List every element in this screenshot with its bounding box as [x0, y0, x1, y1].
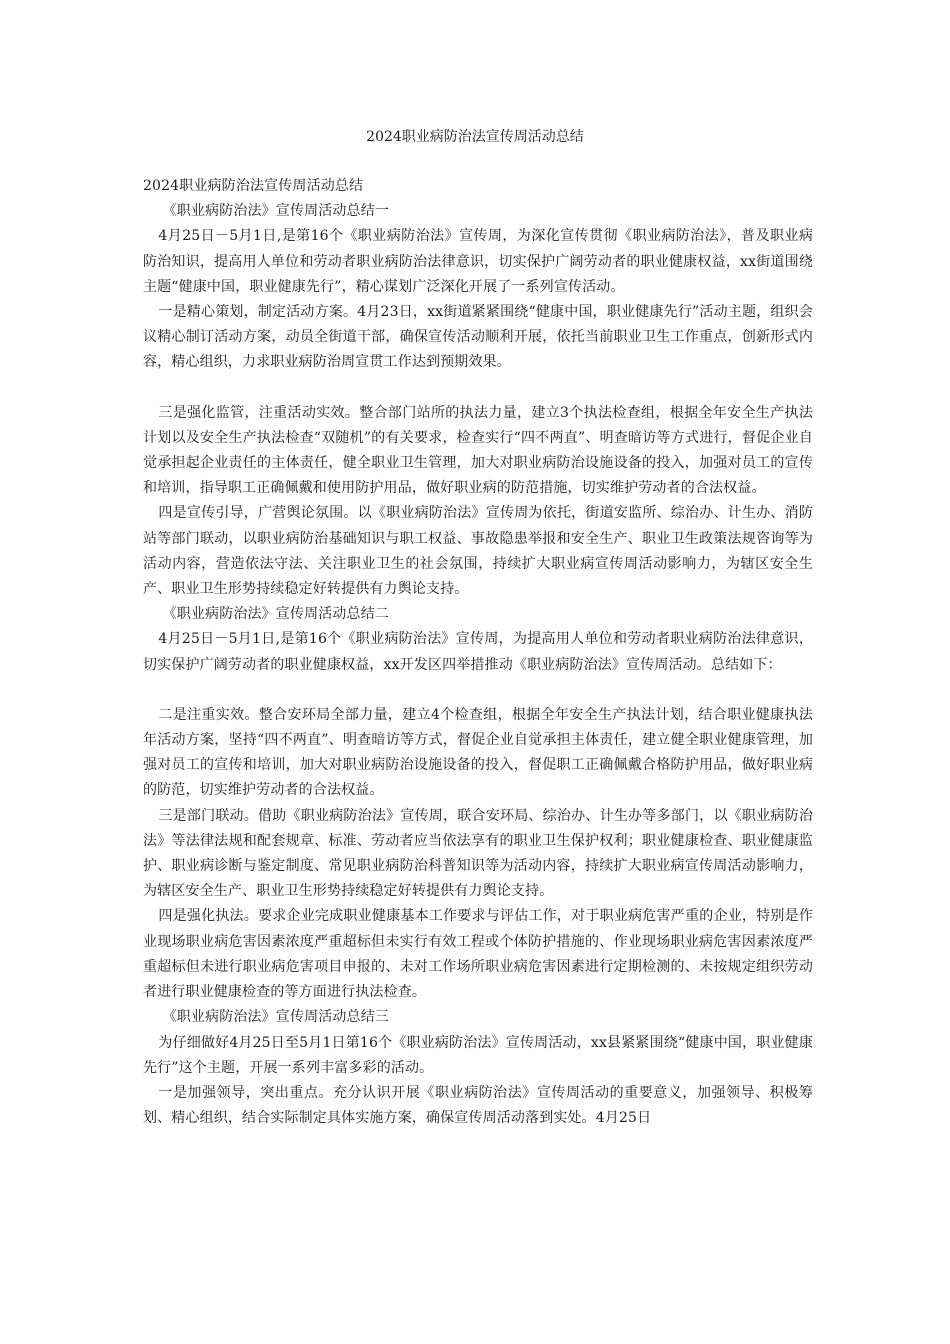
section1-paragraph-3: 三是强化监管，注重活动实效。整合部门站所的执法力量，建立3个执法检查组，根据全年安全生产执法计划以及安全生产执法检查“双随机”的有关要求，检查实行“四不两直”、明查暗访等方式进行，督促企业自觉承担起企业责任的主体责任，健全职业卫生管理，加大对职业病防治设施设备的投入，加强对员工的宣传和培训，指导职工正确佩戴和使用防护用品，做好职业病的防范措施，切实维护劳动者的合法权益。: [143, 404, 813, 497]
section2-paragraph-3: 三是部门联动。借助《职业病防治法》宣传周，联合安环局、综治办、计生办等多部门，以《职业病防治法》等法律法规和配套规章、标准、劳动者应当依法享有的职业卫生保护权利；职业健康检查、职业健康监护、职业病诊断与鉴定制度、常见职业病防治科普知识等为活动内容，持续扩大职业病宣传周活动影响力，为辖区安全生产、职业卫生形势持续稳定好转提供有力舆论支持。: [143, 807, 813, 900]
section1-paragraph-1: 4月25日－5月1日,是第16个《职业病防治法》宣传周，为深化宣传贯彻《职业病防治法》，普及职业病防治知识，提高用人单位和劳动者职业病防治法律意识，切实保护广阔劳动者的职业健康权益，xx街道围绕主题“健康中国，职业健康先行”，精心谋划广泛深化开展了一系列宣传活动。: [143, 228, 813, 295]
document-body: [143, 174, 813, 1131]
section1-paragraph-2: 一是精心策划，制定活动方案。4月23日，xx街道紧紧围绕“健康中国，职业健康先行”活动主题，组织会议精心制订活动方案，动员全街道干部，确保宣传活动顺利开展，依托当前职业卫生工作重点，创新形式内容，精心组织，力求职业病防治周宣贯工作达到预期效果。: [143, 304, 813, 371]
section2-paragraph-4: 四是强化执法。要求企业完成职业健康基本工作要求与评估工作，对于职业病危害严重的企业，特别是作业现场职业病危害因素浓度严重超标但未实行有效工程或个体防护措施的、作业现场职业病危害因素浓度严重超标但未进行职业病危害项目申报的、未对工作场所职业病危害因素进行定期检测的、未按规定组织劳动者进行职业健康检查的等方面进行执法检查。: [143, 908, 813, 1001]
section2-paragraph-1: 4月25日－5月1日,是第16个《职业病防治法》宣传周，为提高用人单位和劳动者职业病防治法律意识，切实保护广阔劳动者的职业健康权益，xx开发区四举措推动《职业病防治法》宣传周活动。总结如下：: [143, 631, 813, 673]
page-title: 2024职业病防治法宣传周活动总结: [366, 129, 584, 145]
document-subtitle: 2024职业病防治法宣传周活动总结: [143, 178, 364, 194]
section1-heading: 《职业病防治法》宣传周活动总结一: [162, 203, 389, 220]
section3-paragraph-2: 一是加强领导，突出重点。充分认识开展《职业病防治法》宣传周活动的重要意义，加强领导、积极筹划、精心组织，结合实际制定具体实施方案，确保宣传周活动落到实处。4月25日: [143, 1084, 813, 1127]
blank-line: [143, 376, 813, 401]
section2-heading: 《职业病防治法》宣传周活动总结二: [162, 606, 389, 623]
section1-paragraph-4: 四是宣传引导，广营舆论氛围。以《职业病防治法》宣传周为依托，街道安监所、综治办、计生办、消防站等部门联动，以职业病防治基础知识与职工权益、事故隐患举报和安全生产、职业卫生政策法规咨询等为活动内容，营造依法守法、关注职业卫生的社会氛围，持续扩大职业病宣传周活动影响力，为辖区安全生产、职业卫生形势持续稳定好转提供有力舆论支持。: [143, 505, 813, 598]
section2-paragraph-2: 二是注重实效。整合安环局全部力量，建立4个检查组，根据全年安全生产执法计划，结合职业健康执法年活动方案，坚持“四不两直”、明查暗访等方式，督促企业自觉承担主体责任，建立健全职业健康管理，加强对员工的宣传和培训，加大对职业病防治设施设备的投入，督促职工正确佩戴合格防护用品，做好职业病的防范，切实维护劳动者的合法权益。: [143, 706, 813, 799]
section3-paragraph-1: 为仔细做好4月25日至5月1日第16个《职业病防治法》宣传周活动，xx县紧紧围绕“健康中国，职业健康先行”这个主题，开展一系列丰富多彩的活动。: [143, 1034, 813, 1076]
blank-line: [143, 678, 813, 703]
section3-heading: 《职业病防治法》宣传周活动总结三: [162, 1009, 389, 1026]
